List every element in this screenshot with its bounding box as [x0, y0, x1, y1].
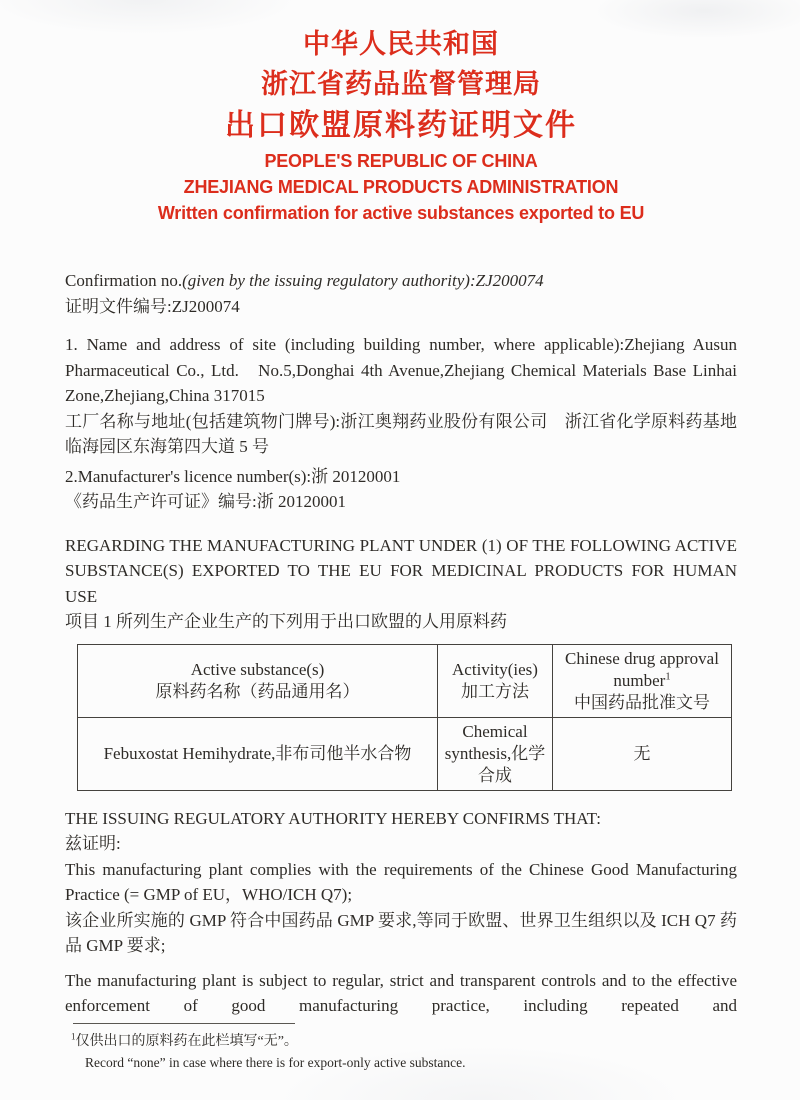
confirms-title-cn: 兹证明: [65, 834, 121, 853]
header-country-en: PEOPLE'S REPUBLIC OF CHINA [264, 151, 538, 171]
licence-number-cn: 《药品生产许可证》编号:浙 20120001 [65, 492, 346, 511]
column-header-approval-number-en: Chinese drug approval number$^1$ [565, 648, 719, 690]
confirmation-no-label: Confirmation no. [65, 271, 183, 290]
document-header [65, 24, 737, 226]
footnote-section [65, 1023, 737, 1073]
regarding-statement-cn: 项目 1 所列生产企业生产的下列用于出口欧盟的人用原料药 [65, 612, 507, 631]
confirmation-no-line-en [65, 268, 737, 294]
controls-paragraph-section [65, 968, 737, 1019]
regarding-section [65, 533, 737, 635]
confirmation-no-section [65, 268, 737, 319]
footnote-marker: 1 [71, 1030, 76, 1041]
header-country-cn: 中华人民共和国 [303, 29, 499, 59]
column-header-approval-number [553, 644, 732, 717]
site-name-address-cn: 工厂名称与地址(包括建筑物门牌号):浙江奥翔药业股份有限公司 浙江省化学原料药基地临海园区东海第四大道 5 号 [65, 411, 737, 456]
header-authority-cn: 浙江省药品监督管理局 [261, 69, 541, 99]
gmp-compliance-cn: 该企业所实施的 GMP 符合中国药品 GMP 要求,等同于欧盟、世界卫生组织以及 ICH Q7 药品 GMP 要求; [65, 910, 737, 955]
site-name-address-section [65, 332, 737, 460]
cell-approval-number: 无 [553, 717, 732, 790]
regarding-statement-en: REGARDING THE MANUFACTURING PLANT UNDER (1) OF THE FOLLOWING ACTIVE SUBSTANCE(S) EXPORTED TO THE EU FOR MEDICINAL PRODUCTS FOR HUMAN USE [65, 535, 737, 606]
confirmation-no-value: (given by the issuing regulatory authority):ZJ200074 [182, 271, 544, 290]
footnote-divider [73, 1023, 295, 1024]
controls-paragraph-en: The manufacturing plant is subject to regular, strict and transparent controls and to the effective enforcement of good manufacturing practice, including repeated and [65, 970, 737, 1015]
header-title-en: Written confirmation for active substances exported to EU [157, 203, 645, 223]
confirms-title-en: THE ISSUING REGULATORY AUTHORITY HEREBY CONFIRMS THAT: [65, 808, 601, 828]
column-header-activities [438, 644, 553, 717]
authority-confirms-section [65, 806, 737, 959]
confirmation-no-line-cn: 证明文件编号:ZJ200074 [65, 296, 240, 316]
column-header-approval-number-cn: 中国药品批准文号 [574, 692, 710, 712]
column-header-active-substance [78, 644, 438, 717]
site-name-address-en: 1. Name and address of site (including building number, where applicable):Zhejiang Ausun Pharmaceutical Co., Ltd. No.5,Donghai 4th Avenue,Zhejiang Chemical Materials Base Linhai Zone,Zhejiang,China 317015 [65, 335, 737, 405]
header-title-cn: 出口欧盟原料药证明文件 [225, 109, 577, 142]
header-authority-en: ZHEJIANG MEDICAL PRODUCTS ADMINISTRATION [183, 177, 619, 197]
footnote-line-cn: $^1$仅供出口的原料药在此栏填写“无”。 [71, 1030, 298, 1049]
table-header-row [78, 644, 732, 717]
footnote-line-en: Record “none” in case where there is for export-only active substance. [85, 1054, 466, 1070]
footnote-reference-mark: 1 [665, 670, 671, 682]
column-header-active-substance-en: Active substance(s) [190, 659, 325, 679]
gmp-compliance-en: This manufacturing plant complies with the requirements of the Chinese Good Manufacturing Practice (= GMP of EU，WHO/ICH Q7); [65, 859, 737, 904]
cell-substance-name: Febuxostat Hemihydrate,非布司他半水合物 [78, 717, 438, 790]
table-row [78, 717, 732, 790]
licence-number-en: 2.Manufacturer's licence number(s):浙 20120001 [65, 466, 401, 486]
licence-number-section [65, 464, 737, 515]
column-header-activities-en: Activity(ies) [452, 659, 538, 679]
column-header-activities-cn: 加工方法 [461, 681, 529, 701]
cell-activity: Chemical synthesis,化学合成 [438, 717, 553, 790]
column-header-active-substance-cn: 原料药名称（药品通用名） [155, 681, 360, 701]
substance-table [77, 644, 732, 791]
